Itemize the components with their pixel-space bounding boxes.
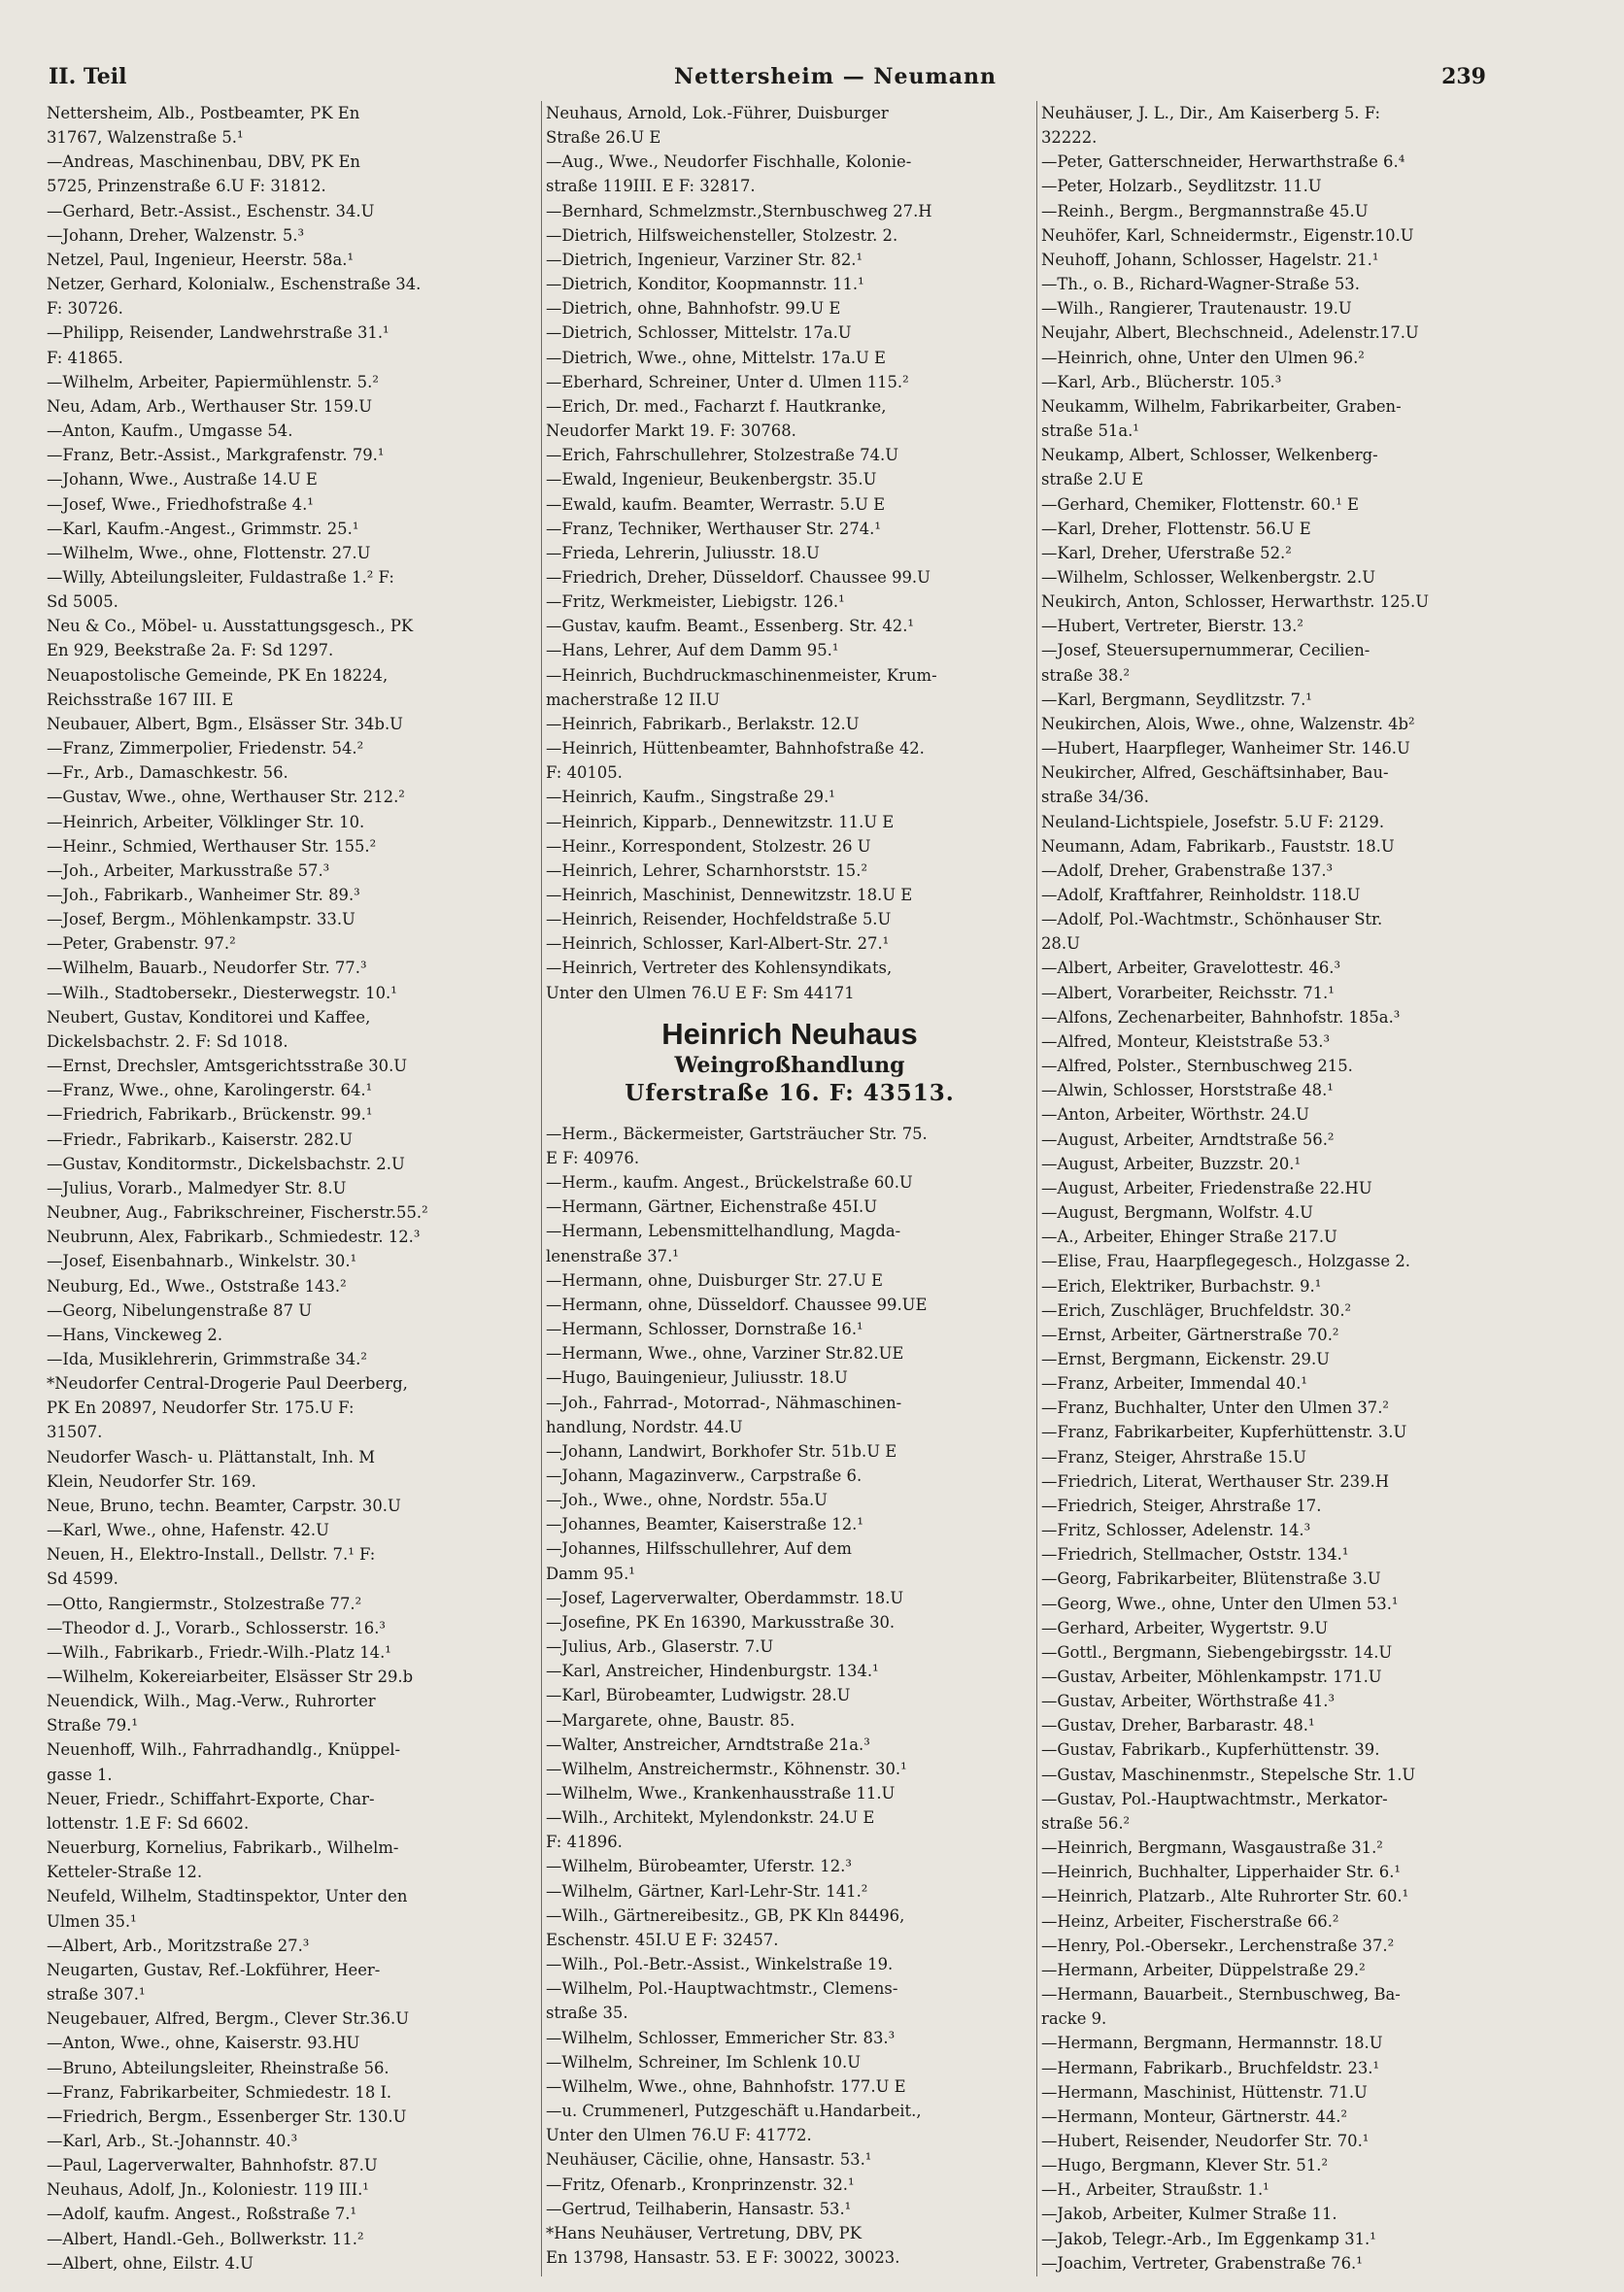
directory-entry-line: —Gerhard, Arbeiter, Wygertstr. 9.U xyxy=(1041,1618,1329,1637)
directory-entry-line: lottenstr. 1.E F: Sd 6602. xyxy=(47,1813,250,1833)
directory-entry-line: —Johannes, Hilfsschullehrer, Auf dem xyxy=(546,1539,852,1559)
directory-entry-line: —Heinz, Arbeiter, Fischerstraße 66.² xyxy=(1041,1911,1339,1931)
directory-entry-line: straße 38.² xyxy=(1041,665,1131,685)
directory-entry-line: —Ewald, Ingenieur, Beukenbergstr. 35.U xyxy=(546,470,877,489)
directory-entry-line: —Wilhelm, Pol.-Hauptwachtmstr., Clemens- xyxy=(546,1979,898,1999)
directory-entry-line: —Bernhard, Schmelzmstr.,Sternbuschweg 27.H xyxy=(546,201,932,220)
directory-entry-line: —Georg, Nibelungenstraße 87 U xyxy=(47,1300,313,1320)
directory-entry-line: —Ida, Musiklehrerin, Grimmstraße 34.² xyxy=(47,1349,367,1368)
directory-entry-line: —Franz, Arbeiter, Immendal 40.¹ xyxy=(1041,1374,1307,1394)
advertisement xyxy=(546,1017,1033,1108)
directory-entry-line: —Alfred, Monteur, Kleiststraße 53.³ xyxy=(1041,1031,1331,1051)
directory-entry-line: Neu, Adam, Arb., Werthauser Str. 159.U xyxy=(47,396,373,416)
directory-entry-line: —Adolf, Pol.-Wachtmstr., Schönhauser Str. xyxy=(1041,910,1383,929)
directory-entry-line: —Bruno, Abteilungsleiter, Rheinstraße 56. xyxy=(47,2058,389,2077)
directory-entry-line: —Karl, Arb., St.-Johannstr. 40.³ xyxy=(47,2131,298,2150)
directory-entry-line: —Ewald, kaufm. Beamter, Werrastr. 5.U E xyxy=(546,494,886,514)
directory-entry-line: —Gustav, Konditormstr., Dickelsbachstr. 2.U xyxy=(47,1154,405,1173)
directory-entry-line: —Hermann, ohne, Duisburger Str. 27.U E xyxy=(546,1270,883,1290)
directory-entry-line: —Alwin, Schlosser, Horststraße 48.¹ xyxy=(1041,1081,1334,1100)
directory-entry-line: —Hubert, Reisender, Neudorfer Str. 70.¹ xyxy=(1041,2131,1370,2150)
directory-entry-line: —Heinrich, ohne, Unter den Ulmen 96.² xyxy=(1041,348,1365,367)
directory-entry-line: Straße 79.¹ xyxy=(47,1716,138,1736)
directory-entry-line: —Reinh., Bergm., Bergmannstraße 45.U xyxy=(1041,201,1369,220)
directory-entry-line: Ulmen 35.¹ xyxy=(47,1911,137,1931)
directory-entry-line: —Franz, Wwe., ohne, Karolingerstr. 64.¹ xyxy=(47,1081,373,1100)
directory-entry-line: —Hubert, Vertreter, Bierstr. 13.² xyxy=(1041,617,1303,636)
directory-entry-line: Netzer, Gerhard, Kolonialw., Eschenstraße 34. xyxy=(47,275,422,294)
directory-entry-line: —Friedrich, Steiger, Ahrstraße 17. xyxy=(1041,1496,1322,1515)
directory-entry-line: —Josefine, PK En 16390, Markusstraße 30. xyxy=(546,1612,896,1632)
directory-entry-line: —Heinrich, Kaufm., Singstraße 29.¹ xyxy=(546,788,835,807)
directory-entry-line: —Jakob, Telegr.-Arb., Im Eggenkamp 31.¹ xyxy=(1041,2229,1376,2248)
directory-entry-line: —Dietrich, Wwe., ohne, Mittelstr. 17a.U E xyxy=(546,348,887,367)
directory-entry-line: F: 30726. xyxy=(47,299,123,319)
directory-entry-line: —Heinrich, Kipparb., Dennewitzstr. 11.U E xyxy=(546,812,895,831)
directory-entry-line: Neubert, Gustav, Konditorei und Kaffee, xyxy=(47,1007,371,1027)
directory-entry-line: Neuhaus, Adolf, Jn., Koloniestr. 119 III.¹ xyxy=(47,2180,369,2200)
page-number: 239 xyxy=(1441,64,1486,89)
directory-entry-line: straße 35. xyxy=(546,2004,628,2023)
directory-entry-line: —Frieda, Lehrerin, Juliusstr. 18.U xyxy=(546,543,820,562)
directory-entry-line: —Josef, Eisenbahnarb., Winkelstr. 30.¹ xyxy=(47,1252,357,1271)
directory-entry-line: 31767, Walzenstraße 5.¹ xyxy=(47,128,244,148)
directory-entry-line: —Hugo, Bergmann, Klever Str. 51.² xyxy=(1041,2156,1329,2175)
directory-entry-line: —Heinrich, Vertreter des Kohlensyndikats, xyxy=(546,959,893,978)
directory-entry-line: —Jakob, Arbeiter, Kulmer Straße 11. xyxy=(1041,2205,1337,2224)
directory-entry-line: Neuhoff, Johann, Schlosser, Hagelstr. 21.¹ xyxy=(1041,250,1379,269)
directory-entry-line: Straße 26.U E xyxy=(546,128,661,148)
directory-entry-line: —Hermann, Schlosser, Dornstraße 16.¹ xyxy=(546,1320,863,1339)
directory-entry-line: —Gustav, Arbeiter, Wörthstraße 41.³ xyxy=(1041,1692,1336,1711)
directory-entry-line: —Alfons, Zechenarbeiter, Bahnhofstr. 185a.³ xyxy=(1041,1007,1401,1027)
directory-entry-line: —Heinrich, Buchhalter, Lipperhaider Str. 6.¹ xyxy=(1041,1863,1401,1882)
directory-entry-line: 5725, Prinzenstraße 6.U F: 31812. xyxy=(47,177,326,196)
directory-entry-line: Neuhaus, Arnold, Lok.-Führer, Duisburger xyxy=(546,104,889,122)
directory-entry-line: —Heinrich, Reisender, Hochfeldstraße 5.U xyxy=(546,910,892,929)
directory-entry-line: —Heinrich, Schlosser, Karl-Albert-Str. 27.¹ xyxy=(546,934,890,954)
directory-entry-line: —Georg, Wwe., ohne, Unter den Ulmen 53.¹ xyxy=(1041,1594,1399,1613)
directory-entry-line: —H., Arbeiter, Straußstr. 1.¹ xyxy=(1041,2180,1269,2200)
directory-entry-line: En 13798, Hansastr. 53. E F: 30022, 30023. xyxy=(546,2247,900,2267)
directory-entry-line: —Hugo, Bauingenieur, Juliusstr. 18.U xyxy=(546,1368,848,1388)
directory-entry-line: Eschenstr. 45I.U E F: 32457. xyxy=(546,1930,779,1949)
directory-entry-line: —Heinrich, Buchdruckmaschinenmeister, Krum- xyxy=(546,665,937,685)
directory-entry-line: straße 56.² xyxy=(1041,1813,1131,1833)
directory-entry-line: —Hans, Lehrer, Auf dem Damm 95.¹ xyxy=(546,641,839,660)
directory-entry-line: Neufeld, Wilhelm, Stadtinspektor, Unter den xyxy=(47,1887,408,1906)
directory-entry-line: —Albert, Handl.-Geh., Bollwerkstr. 11.² xyxy=(47,2229,364,2248)
directory-entry-line: Neuen, H., Elektro-Install., Dellstr. 7.¹ F: xyxy=(47,1545,376,1565)
directory-entry-line: —Joachim, Vertreter, Grabenstraße 76.¹ xyxy=(1041,2253,1363,2273)
directory-entry-line: straße 2.U E xyxy=(1041,470,1144,489)
directory-entry-line: —Gustav, Fabrikarb., Kupferhüttenstr. 39. xyxy=(1041,1740,1380,1760)
directory-entry-line: —Wilhelm, Arbeiter, Papiermühlenstr. 5.² xyxy=(47,372,379,391)
directory-entry-line: —Paul, Lagerverwalter, Bahnhofstr. 87.U xyxy=(47,2156,378,2175)
directory-entry-line: —Gerhard, Chemiker, Flottenstr. 60.¹ E xyxy=(1041,494,1359,514)
directory-entry-line: —A., Arbeiter, Ehinger Straße 217.U xyxy=(1041,1228,1337,1247)
directory-entry-line: —August, Arbeiter, Friedenstraße 22.HU xyxy=(1041,1178,1372,1197)
directory-entry-line: —Heinrich, Bergmann, Wasgaustraße 31.² xyxy=(1041,1838,1383,1858)
directory-entry-line: —Erich, Elektriker, Burbachstr. 9.¹ xyxy=(1041,1276,1322,1296)
directory-entry-line: —Wilh., Architekt, Mylendonkstr. 24.U E xyxy=(546,1808,875,1828)
directory-entry-line: Neuendick, Wilh., Mag.-Verw., Ruhrorter xyxy=(47,1692,376,1711)
directory-entry-line: —August, Arbeiter, Buzzstr. 20.¹ xyxy=(1041,1154,1302,1173)
directory-entry-line: En 929, Beekstraße 2a. F: Sd 1297. xyxy=(47,641,334,660)
directory-entry-line: —Willy, Abteilungsleiter, Fuldastraße 1.² F: xyxy=(47,567,394,587)
directory-entry-line: —Gustav, kaufm. Beamt., Essenberg. Str. 42.¹ xyxy=(546,617,914,636)
directory-entry-line: —Eberhard, Schreiner, Unter d. Ulmen 115.² xyxy=(546,372,909,391)
directory-entry-line: —Peter, Grabenstr. 97.² xyxy=(47,934,236,954)
directory-entry-line: —Aug., Wwe., Neudorfer Fischhalle, Kolonie- xyxy=(546,152,912,172)
directory-entry-line: Sd 4599. xyxy=(47,1569,118,1589)
directory-entry-line: —Heinrich, Lehrer, Scharnhorststr. 15.² xyxy=(546,860,868,880)
directory-entry-line: lenenstraße 37.¹ xyxy=(546,1246,679,1265)
directory-entry-line: —Gustav, Maschinenmstr., Stepelsche Str. 1.U xyxy=(1041,1765,1416,1784)
directory-entry-line: —Otto, Rangiermstr., Stolzestraße 77.² xyxy=(47,1594,362,1613)
directory-entry-line: —Friedr., Fabrikarb., Kaiserstr. 282.U xyxy=(47,1129,353,1149)
directory-entry-line: —Wilh., Pol.-Betr.-Assist., Winkelstraße 19. xyxy=(546,1955,894,1974)
directory-entry-line: —Gottl., Bergmann, Siebengebirgsstr. 14.U xyxy=(1041,1642,1393,1662)
directory-entry-line: Neugebauer, Alfred, Bergm., Clever Str.36.U xyxy=(47,2009,410,2029)
directory-entry-line: —Wilhelm, Schreiner, Im Schlenk 10.U xyxy=(546,2052,862,2072)
directory-entry-line: —Wilhelm, Kokereiarbeiter, Elsässer Str 29.b xyxy=(47,1668,414,1686)
directory-entry-line: —Theodor d. J., Vorarb., Schlosserstr. 16.³ xyxy=(47,1618,386,1637)
directory-entry-line: —Karl, Wwe., ohne, Hafenstr. 42.U xyxy=(47,1521,329,1540)
directory-entry-line: Neukamm, Wilhelm, Fabrikarbeiter, Graben- xyxy=(1041,396,1402,416)
directory-entry-line: Damm 95.¹ xyxy=(546,1564,635,1583)
directory-entry-line: —Adolf, kaufm. Angest., Roßstraße 7.¹ xyxy=(47,2205,357,2224)
ad-address: Uferstraße 16. F: 43513. xyxy=(625,1079,955,1106)
directory-entry-line: gasse 1. xyxy=(47,1765,113,1784)
directory-entry-line: Sd 5005. xyxy=(47,592,118,612)
directory-entry-line: —Adolf, Dreher, Grabenstraße 137.³ xyxy=(1041,860,1334,880)
directory-entry-line: —Heinrich, Arbeiter, Völklinger Str. 10. xyxy=(47,812,365,831)
directory-entry-line: —Elise, Frau, Haarpflegegesch., Holzgasse 2. xyxy=(1041,1252,1410,1271)
directory-entry-line: —Dietrich, Hilfsweichensteller, Stolzestr. 2. xyxy=(546,225,898,245)
directory-entry-line: —Josef, Wwe., Friedhofstraße 4.¹ xyxy=(47,494,314,514)
directory-entry-line: Neuenhoff, Wilh., Fahrradhandlg., Knüppel- xyxy=(47,1740,401,1760)
directory-entry-line: Neuerburg, Kornelius, Fabrikarb., Wilhelm- xyxy=(47,1838,399,1858)
directory-entry-line: —Henry, Pol.-Obersekr., Lerchenstraße 37.² xyxy=(1041,1936,1395,1955)
directory-entry-line: —Ernst, Arbeiter, Gärtnerstraße 70.² xyxy=(1041,1325,1339,1344)
directory-entry-line: —Julius, Vorarb., Malmedyer Str. 8.U xyxy=(47,1178,347,1197)
directory-entry-line: Neukamp, Albert, Schlosser, Welkenberg- xyxy=(1041,446,1378,465)
directory-entry-line: —Karl, Dreher, Uferstraße 52.² xyxy=(1041,543,1292,562)
directory-entry-line: —Fritz, Werkmeister, Liebigstr. 126.¹ xyxy=(546,592,845,612)
directory-entry-line: Neu & Co., Möbel- u. Ausstattungsgesch., PK xyxy=(47,617,414,636)
directory-entry-line: —Anton, Arbeiter, Wörthstr. 24.U xyxy=(1041,1105,1309,1125)
directory-entry-line: —Franz, Techniker, Werthauser Str. 274.¹ xyxy=(546,519,881,538)
directory-entry-line: —Fritz, Ofenarb., Kronprinzenstr. 32.¹ xyxy=(546,2174,855,2194)
directory-entry-line: —Wilh., Stadtobersekr., Diesterwegstr. 10.¹ xyxy=(47,983,397,1002)
directory-entry-line: —Wilhelm, Bürobeamter, Uferstr. 12.³ xyxy=(546,1857,852,1876)
directory-entry-line: Neujahr, Albert, Blechschneid., Adelenstr.17.U xyxy=(1041,323,1419,343)
directory-entry-line: Reichsstraße 167 III. E xyxy=(47,690,234,709)
directory-entry-line: —August, Bergmann, Wolfstr. 4.U xyxy=(1041,1203,1313,1223)
ad-business: Weingroßhandlung xyxy=(674,1052,905,1078)
directory-entry-line: —Georg, Fabrikarbeiter, Blütenstraße 3.U xyxy=(1041,1569,1381,1589)
directory-entry-line: —Josef, Bergm., Möhlenkampstr. 33.U xyxy=(47,910,355,929)
directory-entry-line: —Wilhelm, Anstreichermstr., Köhnenstr. 30.¹ xyxy=(546,1759,907,1778)
directory-entry-line: —Th., o. B., Richard-Wagner-Straße 53. xyxy=(1041,275,1360,294)
directory-entry-line: —Friedrich, Fabrikarb., Brückenstr. 99.¹ xyxy=(47,1105,373,1125)
column-divider xyxy=(1036,101,1037,2276)
directory-entry-line: —Franz, Fabrikarbeiter, Kupferhüttenstr. 3.U xyxy=(1041,1423,1407,1442)
directory-entry-line: —Gustav, Arbeiter, Möhlenkampstr. 171.U xyxy=(1041,1668,1382,1686)
directory-entry-line: —Fritz, Schlosser, Adelenstr. 14.³ xyxy=(1041,1521,1311,1540)
directory-entry-line: —Joh., Arbeiter, Markusstraße 57.³ xyxy=(47,860,330,880)
directory-column-1 xyxy=(47,101,538,2275)
directory-entry-line: —Heinrich, Fabrikarb., Berlakstr. 12.U xyxy=(546,714,860,733)
directory-entry-line: Ketteler-Straße 12. xyxy=(47,1863,203,1882)
directory-entry-line: Neubner, Aug., Fabrikschreiner, Fischerstr.55.² xyxy=(47,1203,428,1223)
directory-entry-line: —Hermann, Arbeiter, Düppelstraße 29.² xyxy=(1041,1960,1366,1979)
directory-entry-line: —Gustav, Wwe., ohne, Werthauser Str. 212.² xyxy=(47,788,405,807)
directory-entry-line: Neuhöfer, Karl, Schneidermstr., Eigenstr.10.U xyxy=(1041,225,1414,245)
directory-entry-line: —Joh., Fabrikarb., Wanheimer Str. 89.³ xyxy=(47,886,360,904)
directory-entry-line: macherstraße 12 II.U xyxy=(546,690,721,709)
ad-name: Heinrich Neuhaus xyxy=(661,1016,918,1051)
directory-entry-line: —Dietrich, ohne, Bahnhofstr. 99.U E xyxy=(546,299,841,319)
directory-entry-line: —u. Crummenerl, Putzgeschäft u.Handarbeit., xyxy=(546,2102,922,2121)
directory-entry-line: —Fr., Arb., Damaschkestr. 56. xyxy=(47,763,288,783)
directory-entry-line: —Franz, Zimmerpolier, Friedenstr. 54.² xyxy=(47,739,364,758)
directory-entry-line: —Dietrich, Konditor, Koopmannstr. 11.¹ xyxy=(546,275,864,294)
directory-entry-line: —Karl, Arb., Blücherstr. 105.³ xyxy=(1041,372,1282,391)
directory-entry-line: —Heinrich, Platzarb., Alte Ruhrorter Str. 60.¹ xyxy=(1041,1887,1409,1906)
directory-entry-line: —Hermann, Gärtner, Eichenstraße 45I.U xyxy=(546,1197,878,1217)
directory-entry-line: straße 34/36. xyxy=(1041,788,1149,807)
directory-entry-line: —Wilhelm, Schlosser, Emmericher Str. 83.³ xyxy=(546,2028,896,2047)
directory-entry-line: handlung, Nordstr. 44.U xyxy=(546,1417,743,1436)
directory-entry-line: —Ernst, Bergmann, Eickenstr. 29.U xyxy=(1041,1349,1330,1368)
directory-entry-line: —Wilh., Fabrikarb., Friedr.-Wilh.-Platz 14.¹ xyxy=(47,1642,391,1662)
directory-entry-line: —Erich, Zuschläger, Bruchfeldstr. 30.² xyxy=(1041,1300,1352,1320)
directory-entry-line: Neudorfer Wasch- u. Plättanstalt, Inh. M xyxy=(47,1447,376,1466)
directory-entry-line: —Hermann, Monteur, Gärtnerstr. 44.² xyxy=(1041,2107,1348,2126)
directory-entry-line: —Julius, Arb., Glaserstr. 7.U xyxy=(546,1637,774,1657)
directory-entry-line: Neubauer, Albert, Bgm., Elsässer Str. 34b.U xyxy=(47,714,403,733)
directory-entry-line: —Ernst, Drechsler, Amtsgerichtsstraße 30.U xyxy=(47,1057,408,1076)
directory-entry-line: F: 41896. xyxy=(546,1833,623,1852)
directory-entry-line: —Johann, Landwirt, Borkhofer Str. 51b.U E xyxy=(546,1441,897,1461)
directory-entry-line: —Dietrich, Schlosser, Mittelstr. 17a.U xyxy=(546,323,852,343)
directory-entry-line: —Friedrich, Dreher, Düsseldorf. Chaussee 99.U xyxy=(546,567,930,587)
directory-entry-line: —Friedrich, Literat, Werthauser Str. 239.H xyxy=(1041,1471,1390,1491)
directory-entry-line: —Wilhelm, Wwe., ohne, Bahnhofstr. 177.U E xyxy=(546,2076,906,2096)
directory-entry-line: —Josef, Steuersupernummerar, Cecilien- xyxy=(1041,641,1370,660)
directory-entry-line: —Hermann, Lebensmittelhandlung, Magda- xyxy=(546,1222,901,1241)
directory-entry-line: —Herm., kaufm. Angest., Brückelstraße 60.U xyxy=(546,1173,913,1193)
directory-entry-line: —Hermann, Bergmann, Hermannstr. 18.U xyxy=(1041,2034,1383,2053)
directory-entry-line: Neuhäuser, Cäcilie, ohne, Hansastr. 53.¹ xyxy=(546,2150,872,2170)
directory-entry-line: 28.U xyxy=(1041,934,1080,954)
directory-entry-line: Neue, Bruno, techn. Beamter, Carpstr. 30.U xyxy=(47,1496,401,1515)
directory-entry-line: —Albert, Vorarbeiter, Reichsstr. 71.¹ xyxy=(1041,983,1335,1002)
directory-entry-line: —Hermann, Fabrikarb., Bruchfeldstr. 23.¹ xyxy=(1041,2058,1380,2077)
directory-entry-line: —Heinrich, Hüttenbeamter, Bahnhofstraße 42. xyxy=(546,739,925,758)
directory-column-2 xyxy=(546,101,1033,2270)
column-divider xyxy=(541,101,542,2276)
directory-entry-line: —Anton, Wwe., ohne, Kaiserstr. 93.HU xyxy=(47,2034,360,2053)
directory-entry-line: PK En 20897, Neudorfer Str. 175.U F: xyxy=(47,1399,355,1418)
directory-entry-line: —Johann, Dreher, Walzenstr. 5.³ xyxy=(47,225,305,245)
directory-entry-line: —Margarete, ohne, Baustr. 85. xyxy=(546,1710,795,1730)
directory-entry-line: —Hermann, ohne, Düsseldorf. Chaussee 99.UE xyxy=(546,1295,928,1314)
directory-entry-line: —Gustav, Dreher, Barbarastr. 48.¹ xyxy=(1041,1716,1315,1736)
directory-entry-line: Dickelsbachstr. 2. F: Sd 1018. xyxy=(47,1031,288,1051)
directory-entry-line: F: 40105. xyxy=(546,763,623,783)
directory-entry-line: 31507. xyxy=(47,1423,103,1442)
directory-entry-line: —Philipp, Reisender, Landwehrstraße 31.¹ xyxy=(47,323,389,343)
running-head: Nettersheim — Neumann xyxy=(674,64,997,89)
directory-entry-line: racke 9. xyxy=(1041,2009,1107,2029)
directory-entry-line: —Anton, Kaufm., Umgasse 54. xyxy=(47,421,293,441)
directory-entry-line: Neudorfer Markt 19. F: 30768. xyxy=(546,421,796,441)
directory-entry-line: —Peter, Gatterschneider, Herwarthstraße 6.⁴ xyxy=(1041,152,1405,172)
directory-entry-line: —Adolf, Kraftfahrer, Reinholdstr. 118.U xyxy=(1041,886,1361,904)
directory-entry-line: Nettersheim, Alb., Postbeamter, PK En xyxy=(47,104,360,122)
directory-entry-line: —Wilhelm, Schlosser, Welkenbergstr. 2.U xyxy=(1041,567,1376,587)
directory-entry-line: —Heinrich, Maschinist, Dennewitzstr. 18.U E xyxy=(546,886,913,904)
directory-entry-line: —Johannes, Beamter, Kaiserstraße 12.¹ xyxy=(546,1515,863,1534)
directory-entry-line: *Neudorfer Central-Drogerie Paul Deerberg, xyxy=(47,1374,408,1394)
directory-entry-line: —Wilhelm, Wwe., ohne, Flottenstr. 27.U xyxy=(47,543,371,562)
directory-entry-line: —Heinr., Schmied, Werthauser Str. 155.² xyxy=(47,836,377,856)
directory-entry-line: —Wilhelm, Gärtner, Karl-Lehr-Str. 141.² xyxy=(546,1881,868,1901)
directory-entry-line: Netzel, Paul, Ingenieur, Heerstr. 58a.¹ xyxy=(47,250,355,269)
directory-entry-line: Neukircher, Alfred, Geschäftsinhaber, Bau- xyxy=(1041,763,1389,783)
directory-entry-line: —Gertrud, Teilhaberin, Hansastr. 53.¹ xyxy=(546,2199,852,2218)
directory-entry-line: —Albert, ohne, Eilstr. 4.U xyxy=(47,2253,254,2273)
directory-entry-line: —Franz, Buchhalter, Unter den Ulmen 37.² xyxy=(1041,1399,1389,1418)
directory-entry-line: —Joh., Wwe., ohne, Nordstr. 55a.U xyxy=(546,1491,828,1510)
directory-entry-line: Klein, Neudorfer Str. 169. xyxy=(47,1471,256,1491)
directory-entry-line: —Erich, Fahrschullehrer, Stolzestraße 74.U xyxy=(546,446,899,465)
page-header xyxy=(49,64,1486,97)
directory-entry-line: —Friedrich, Stellmacher, Oststr. 134.¹ xyxy=(1041,1545,1349,1565)
directory-entry-line: Neuapostolische Gemeinde, PK En 18224, xyxy=(47,665,389,685)
directory-entry-line: Neukirch, Anton, Schlosser, Herwarthstr. 125.U xyxy=(1041,592,1430,612)
directory-entry-line: —Herm., Bäckermeister, Gartsträucher Str. 75. xyxy=(546,1124,928,1143)
directory-entry-line: —Hermann, Bauarbeit., Sternbuschweg, Ba- xyxy=(1041,1985,1401,2005)
directory-entry-line: —August, Arbeiter, Arndtstraße 56.² xyxy=(1041,1129,1335,1149)
directory-entry-line: —Andreas, Maschinenbau, DBV, PK En xyxy=(47,152,360,172)
directory-entry-line: —Franz, Steiger, Ahrstraße 15.U xyxy=(1041,1447,1306,1466)
directory-entry-line: —Wilhelm, Bauarb., Neudorfer Str. 77.³ xyxy=(47,959,367,978)
directory-entry-line: —Gustav, Pol.-Hauptwachtmstr., Merkator- xyxy=(1041,1789,1388,1808)
directory-entry-line: —Karl, Anstreicher, Hindenburgstr. 134.¹ xyxy=(546,1662,879,1681)
directory-entry-line: —Wilh., Rangierer, Trautenaustr. 19.U xyxy=(1041,299,1352,319)
directory-entry-line: —Dietrich, Ingenieur, Varziner Str. 82.¹ xyxy=(546,250,863,269)
directory-entry-line: Neuhäuser, J. L., Dir., Am Kaiserberg 5. F: xyxy=(1041,104,1381,122)
directory-entry-line: —Karl, Bergmann, Seydlitzstr. 7.¹ xyxy=(1041,690,1312,709)
directory-entry-line: Neuburg, Ed., Wwe., Oststraße 143.² xyxy=(47,1276,347,1296)
directory-column-3 xyxy=(1041,101,1605,2275)
directory-entry-line: *Hans Neuhäuser, Vertretung, DBV, PK xyxy=(546,2223,862,2242)
directory-entry-line: straße 119III. E F: 32817. xyxy=(546,177,756,196)
directory-entry-line: —Wilh., Gärtnereibesitz., GB, PK Kln 84496, xyxy=(546,1905,905,1925)
directory-entry-line: —Albert, Arbeiter, Gravelottestr. 46.³ xyxy=(1041,959,1341,978)
directory-entry-line: Unter den Ulmen 76.U E F: Sm 44171 xyxy=(546,983,855,1002)
directory-entry-line: —Joh., Fahrrad-, Motorrad-, Nähmaschinen- xyxy=(546,1393,902,1412)
directory-entry-line: F: 41865. xyxy=(47,348,123,367)
directory-entry-line: Neumann, Adam, Fabrikarb., Fauststr. 18.U xyxy=(1041,836,1395,856)
directory-entry-line: —Karl, Kaufm.-Angest., Grimmstr. 25.¹ xyxy=(47,519,359,538)
directory-entry-line: —Franz, Betr.-Assist., Markgrafenstr. 79.¹ xyxy=(47,446,385,465)
directory-entry-line: —Hubert, Haarpfleger, Wanheimer Str. 146.U xyxy=(1041,739,1410,758)
directory-entry-line: —Friedrich, Bergm., Essenberger Str. 130.U xyxy=(47,2107,407,2126)
directory-entry-line: —Hermann, Maschinist, Hüttenstr. 71.U xyxy=(1041,2082,1368,2102)
directory-entry-line: —Karl, Dreher, Flottenstr. 56.U E xyxy=(1041,519,1311,538)
directory-entry-line: Neukirchen, Alois, Wwe., ohne, Walzenstr. 4b² xyxy=(1041,714,1415,733)
directory-entry-line: E F: 40976. xyxy=(546,1148,640,1167)
directory-entry-line: —Gerhard, Betr.-Assist., Eschenstr. 34.U xyxy=(47,201,375,220)
directory-entry-line: straße 307.¹ xyxy=(47,1985,146,2005)
directory-entry-line: Neuer, Friedr., Schiffahrt-Exporte, Char- xyxy=(47,1789,375,1808)
directory-entry-line: Neugarten, Gustav, Ref.-Lokführer, Heer- xyxy=(47,1960,381,1979)
directory-entry-line: —Josef, Lagerverwalter, Oberdammstr. 18.U xyxy=(546,1588,904,1607)
directory-entry-line: —Hermann, Wwe., ohne, Varziner Str.82.UE xyxy=(546,1344,904,1364)
directory-entry-line: —Johann, Wwe., Austraße 14.U E xyxy=(47,470,318,489)
directory-entry-line: —Peter, Holzarb., Seydlitzstr. 11.U xyxy=(1041,177,1322,196)
directory-entry-line: —Alfred, Polster., Sternbuschweg 215. xyxy=(1041,1057,1353,1076)
directory-entry-line: —Heinr., Korrespondent, Stolzestr. 26 U xyxy=(546,836,871,856)
directory-entry-line: —Erich, Dr. med., Facharzt f. Hautkranke, xyxy=(546,396,887,416)
directory-entry-line: Unter den Ulmen 76.U F: 41772. xyxy=(546,2126,812,2145)
directory-entry-line: —Franz, Fabrikarbeiter, Schmiedestr. 18 I. xyxy=(47,2082,392,2102)
directory-entry-line: Neuland-Lichtspiele, Josefstr. 5.U F: 2129. xyxy=(1041,812,1385,831)
directory-entry-line: —Hans, Vinckeweg 2. xyxy=(47,1325,223,1344)
section-label: II. Teil xyxy=(49,64,127,89)
directory-entry-line: 32222. xyxy=(1041,128,1098,148)
directory-entry-line: Neubrunn, Alex, Fabrikarb., Schmiedestr. 12.³ xyxy=(47,1228,421,1247)
directory-entry-line: —Albert, Arb., Moritzstraße 27.³ xyxy=(47,1936,310,1955)
directory-entry-line: —Johann, Magazinverw., Carpstraße 6. xyxy=(546,1466,863,1485)
directory-entry-line: —Wilhelm, Wwe., Krankenhausstraße 11.U xyxy=(546,1784,896,1803)
directory-entry-line: —Walter, Anstreicher, Arndtstraße 21a.³ xyxy=(546,1735,870,1754)
directory-entry-line: —Karl, Bürobeamter, Ludwigstr. 28.U xyxy=(546,1686,851,1705)
directory-entry-line: straße 51a.¹ xyxy=(1041,421,1139,441)
